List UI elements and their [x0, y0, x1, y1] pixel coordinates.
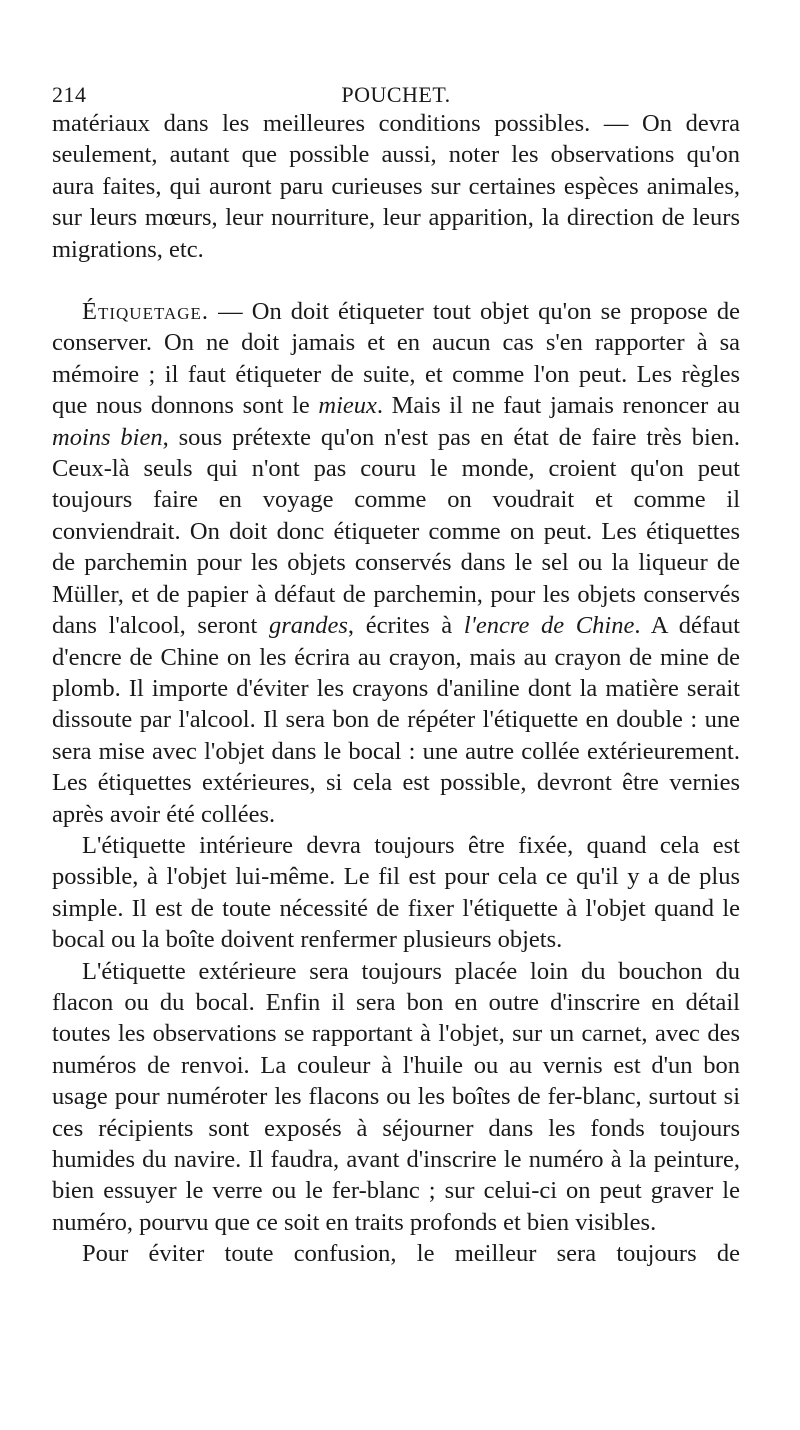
- italic-run: moins bien: [52, 423, 163, 451]
- book-page: [52, 78, 740, 1270]
- text-run: , écrites à: [347, 612, 464, 640]
- section-heading: Étiquetage.: [82, 298, 210, 326]
- paragraph-etiquetage: [52, 296, 740, 830]
- italic-run: mieux: [318, 392, 377, 420]
- text-run: — On doit étiqueter tout objet qu'on se propose de conserver. On ne doit jamais et en aucun cas s'en rapporter à sa mémoire ; il faut étiqueter de suite, et comme l'on peut. Les règles que nous donnons sont le: [52, 298, 740, 420]
- text-run: . A défaut d'encre de Chine on les écrira au crayon, mais au crayon de mine de plomb. Il importe d'éviter les crayons d'aniline dont la matière serait dissoute par l'alcool. Il sera bon de répéter l'étiquette en double : une sera mise avec l'objet dans le bocal : une autre collée extérieurement. Les étiquettes extérieures, si cela est possible, devront être vernies après avoir été collées.: [52, 612, 740, 828]
- paragraph-interior-label: L'étiquette intérieure devra toujours être fixée, quand cela est possible, à l'objet lui-même. Le fil est pour cela ce qu'il y a de plus simple. Il est de toute nécessité de fixer l'étiquette à l'objet quand le bocal ou la boîte doivent renfermer plusieurs objets.: [52, 831, 740, 954]
- page-header: [52, 78, 740, 108]
- italic-run: l'encre de Chine: [463, 612, 635, 640]
- paragraph-materials: matériaux dans les meilleures conditions possibles. — On devra seulement, autant que possible aussi, noter les observations qu'on aura faites, qui auront paru curieuses sur certaines espèces animales, sur leurs mœurs, leur nourriture, leur apparition, la direction de leurs migrations, etc.: [52, 110, 740, 263]
- body-text: [52, 108, 740, 1270]
- section-gap: [52, 265, 740, 296]
- text-run: . Mais il ne faut jamais renoncer au: [376, 392, 740, 420]
- italic-run: grandes: [268, 612, 348, 640]
- paragraph-confusion: Pour éviter toute confusion, le meilleur sera toujours de: [82, 1240, 740, 1268]
- page-number: 214: [52, 82, 87, 107]
- text-run: , sous prétexte qu'on n'est pas en état de faire très bien. Ceux-là seuls qui n'ont pas couru le monde, croient qu'on peut toujours faire en voyage comme on voudrait et comme il conviendrait. On doit donc étiqueter comme on peut. Les étiquettes de parchemin pour les objets conservés dans le sel ou la liqueur de Müller, et de papier à défaut de parchemin, pour les objets conservés dans l'alcool, seront: [52, 423, 740, 640]
- running-title: POUCHET.: [341, 82, 451, 107]
- paragraph-exterior-label: L'étiquette extérieure sera toujours placée loin du bouchon du flacon ou du bocal. Enfin il sera bon en outre d'inscrire en détail toutes les observations se rapportant à l'objet, sur un carnet, avec des numéros de renvoi. La couleur à l'huile ou au vernis est d'un bon usage pour numéroter les flacons ou les boîtes de fer-blanc, surtout si ces récipients sont exposés à séjourner dans les fonds toujours humides du navire. Il faudra, avant d'inscrire le numéro à la peinture, bien essuyer le verre ou le fer-blanc ; sur celui-ci on peut graver le numéro, pourvu que ce soit en traits profonds et bien visibles.: [52, 957, 740, 1236]
